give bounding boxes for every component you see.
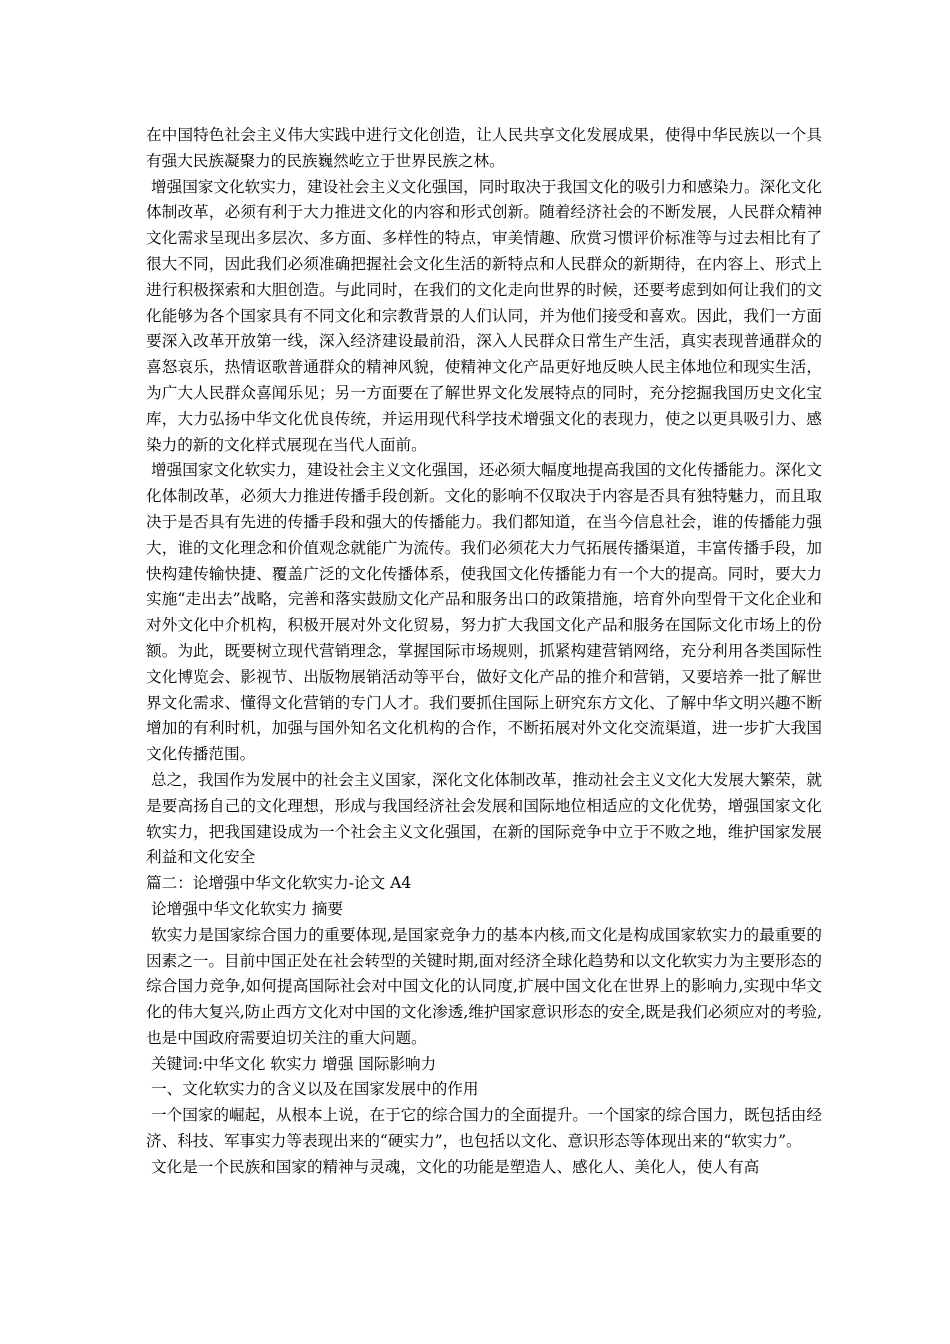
paragraph-culture-soul: 文化是一个民族和国家的精神与灵魂，文化的功能是塑造人、感化人、美化人，使人有高: [151, 1157, 760, 1176]
abstract-title: 论增强中华文化软实力 摘要: [151, 899, 344, 918]
paragraph-abstract: 软实力是国家综合国力的重要体现,是国家竞争力的基本内核,而文化是构成国家软实力的最重要的因素之一。目前中国正处在社会转型的关键时期,面对经济全球化趋势和以文化软实力为主要形态的综合国力竞争,如何提高国际社会对中国文化的认同度,扩展中国文化在世界上的影响力,实现中华文化的伟大复兴,防止西方文化对中国的文化渗透,维护国家意识形态的安全,既是我们必须应对的考验,也是中国政府需要迫切关注的重大问题。: [146, 925, 822, 1047]
paragraph-communication: 增强国家文化软实力，建设社会主义文化强国，还必须大幅度地提高我国的文化传播能力。深化文化体制改革，必须大力推进传播手段创新。文化的影响不仅取决于内容是否具有独特魅力，而且取决于是否具有先进的传播手段和强大的传播能力。我们都知道，在当今信息社会，谁的传播能力强大，谁的文化理念和价值观念就能广为流传。我们必须花大力气拓展传播渠道，丰富传播手段，加快构建传输快捷、覆盖广泛的文化传播体系，使我国文化传播能力有一个大的提高。同时，要大力实施“走出去”战略，完善和落实鼓励文化产品和服务出口的政策措施，培育外向型骨干文化企业和对外文化中介机构，积极开展对外文化贸易，努力扩大我国文化产品和服务在国际文化市场上的份额。为此，既要树立现代营销理念，掌握国际市场规则，抓紧构建营销网络，充分利用各类国际性文化博览会、影视节、出版物展销活动等平台，做好文化产品的推介和营销，又要培养一批了解世界文化需求、懂得文化营销的专门人才。我们要抓住国际上研究东方文化、了解中华文明兴趣不断增加的有利时机，加强与国外知名文化机构的合作，不断拓展对外文化交流渠道，进一步扩大我国文化传播范围。: [146, 461, 822, 764]
paragraph-cultural-creation: 在中国特色社会主义伟大实践中进行文化创造，让人民共享文化发展成果，使得中华民族以一个具有强大民族凝聚力的民族巍然屹立于世界民族之林。: [146, 126, 822, 170]
chapter-heading: 一、文化软实力的含义以及在国家发展中的作用: [151, 1080, 479, 1099]
paragraph-conclusion: 总之，我国作为发展中的社会主义国家，深化文化体制改革，推动社会主义文化大发展大繁荣，就是要高扬自己的文化理想，形成与我国经济社会发展和国际地位相适应的文化优势，增强国家文化软实力，把我国建设成为一个社会主义文化强国，在新的国际竞争中立于不败之地，维护国家发展利益和文化安全: [146, 770, 822, 867]
paragraph-attraction: 增强国家文化软实力，建设社会主义文化强国，同时取决于我国文化的吸引力和感染力。深化文化体制改革，必须有利于大力推进文化的内容和形式创新。随着经济社会的不断发展，人民群众精神文化需求呈现出多层次、多方面、多样性的特点，审美情趣、欣赏习惯评价标准等与过去相比有了很大不同，因此我们必须准确把握社会文化生活的新特点和人民群众的新期待，在内容上、形式上进行积极探索和大胆创造。与此同时，在我们的文化走向世界的时候，还要考虑到如何让我们的文化能够为各个国家具有不同文化和宗教背景的人们认同，并为他们接受和喜欢。因此，我们一方面要深入改革开放第一线，深入经济建设最前沿，深入人民群众日常生产生活，真实表现普通群众的喜怒哀乐，热情讴歌普通群众的精神风貌，使精神文化产品更好地反映人民主体地位和现实生活，为广大人民群众喜闻乐见；另一方面要在了解世界文化发展特点的同时，充分挖掘我国历史文化宝库，大力弘扬中华文化优良传统，并运用现代科学技术增强文化的表现力，使之以更具吸引力、感染力的新的文化样式展现在当代人面前。: [146, 177, 822, 454]
paragraph-national-power: 一个国家的崛起，从根本上说，在于它的综合国力的全面提升。一个国家的综合国力，既包括由经济、科技、军事实力等表现出来的“硬实力”，也包括以文化、意识形态等体现出来的“软实力”。: [146, 1106, 822, 1151]
document-page: [146, 123, 822, 1181]
keywords-line: 关键词:中华文化 软实力 增强 国际影响力: [151, 1054, 437, 1073]
section-heading: 篇二：论增强中华文化软实力-论文 A4: [146, 874, 412, 893]
